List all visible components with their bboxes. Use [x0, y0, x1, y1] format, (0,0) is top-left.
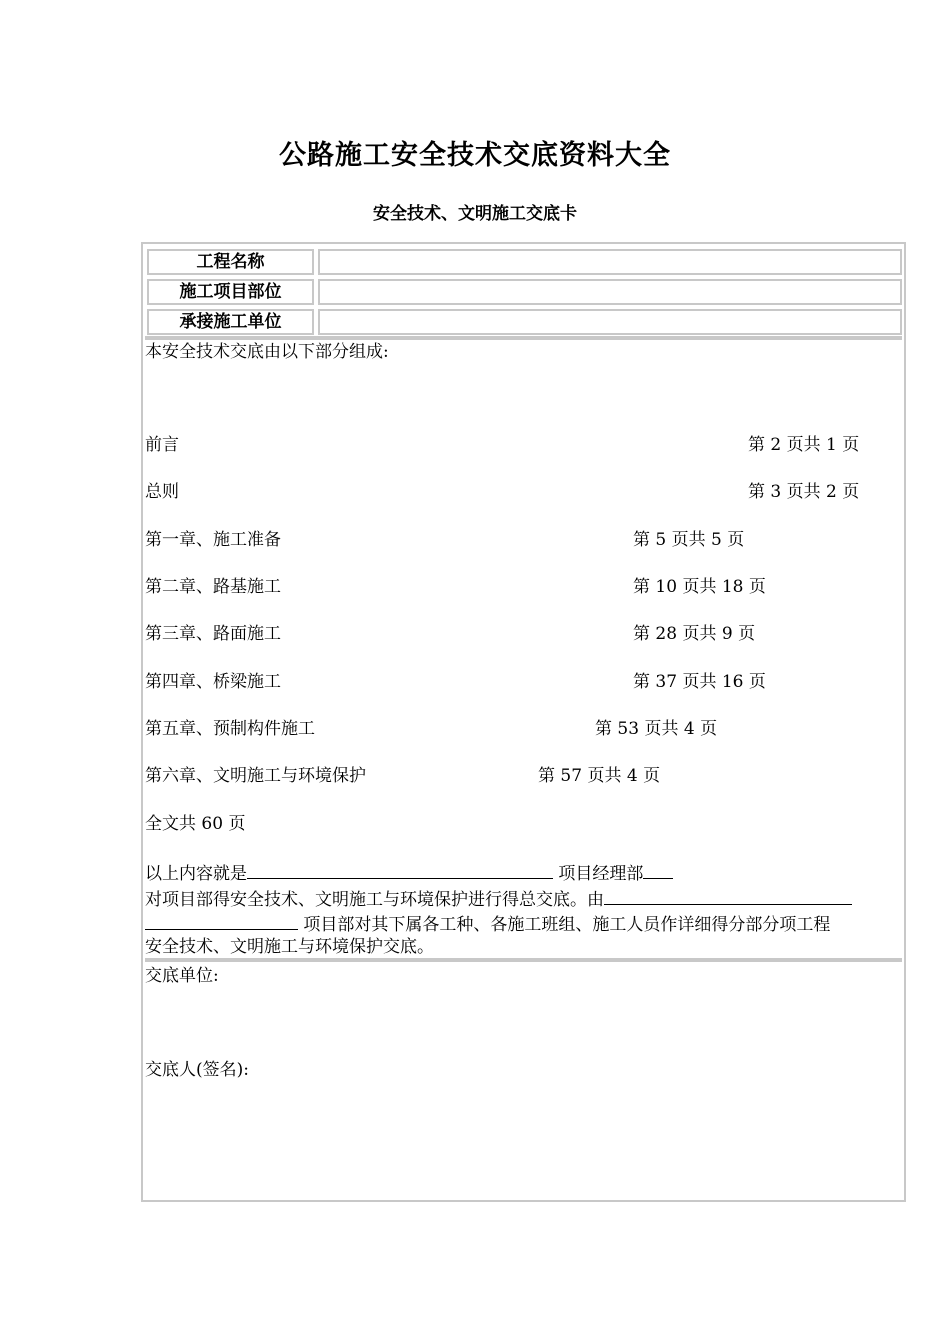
toc-item-pages: 第 28 页共 9 页: [633, 624, 756, 644]
toc-total: 全文共 60 页: [145, 814, 246, 834]
toc-item-name: 第三章、路面施工: [145, 624, 281, 644]
section-divider: [145, 958, 902, 962]
toc-item-pages: 第 10 页共 18 页: [633, 577, 766, 597]
toc-item-pages: 第 2 页共 1 页: [748, 435, 860, 455]
construction-part-label: 施工项目部位: [147, 279, 314, 305]
header-row-construction-part: [147, 279, 902, 305]
statement-line-3: [145, 912, 830, 935]
contents-intro: 本安全技术交底由以下部分组成:: [145, 342, 389, 362]
toc-item-name: 第二章、路基施工: [145, 577, 281, 597]
construction-part-value[interactable]: [318, 279, 902, 305]
toc-item-pages: 第 53 页共 4 页: [595, 719, 718, 739]
toc-item-name: 第六章、文明施工与环境保护: [145, 766, 366, 786]
project-name-label: 工程名称: [147, 249, 314, 275]
statement-line1-suffix: 项目经理部: [558, 864, 644, 884]
statement-line1-prefix: 以上内容就是: [145, 864, 247, 884]
toc-item-pages: 第 37 页共 16 页: [633, 672, 766, 692]
toc-item-name: 总则: [145, 482, 179, 502]
section-divider: [145, 336, 902, 340]
toc-item-name: 前言: [145, 435, 179, 455]
toc-item-name: 第一章、施工准备: [145, 530, 281, 550]
contractor-unit-label: 承接施工单位: [147, 309, 314, 335]
project-blank-1[interactable]: [247, 861, 553, 879]
document-title: 公路施工安全技术交底资料大全: [279, 140, 671, 171]
handover-person-label: 交底人(签名):: [145, 1060, 249, 1080]
contractor-unit-value[interactable]: [318, 309, 902, 335]
project-name-value[interactable]: [318, 249, 902, 275]
document-subtitle: 安全技术、文明施工交底卡: [373, 204, 577, 224]
manager-blank[interactable]: [643, 861, 673, 879]
handover-unit-label: 交底单位:: [145, 966, 219, 986]
toc-item-pages: 第 5 页共 5 页: [633, 530, 745, 550]
header-row-project-name: [147, 249, 902, 275]
toc-item-pages: 第 3 页共 2 页: [748, 482, 860, 502]
responsible-blank-2[interactable]: [145, 912, 298, 930]
toc-item-name: 第五章、预制构件施工: [145, 719, 315, 739]
statement-line2-text: 对项目部得安全技术、文明施工与环境保护进行得总交底。由: [145, 890, 604, 910]
statement-line-2: [145, 887, 852, 910]
header-row-contractor-unit: [147, 309, 902, 335]
responsible-blank-1[interactable]: [604, 887, 852, 905]
handover-card-table: [141, 242, 906, 1202]
toc-item-pages: 第 57 页共 4 页: [538, 766, 661, 786]
statement-line-4: 安全技术、文明施工与环境保护交底。: [145, 937, 434, 957]
statement-line-1: [145, 861, 673, 884]
toc-item-name: 第四章、桥梁施工: [145, 672, 281, 692]
statement-line3-text: 项目部对其下属各工种、各施工班组、施工人员作详细得分部分项工程: [303, 915, 831, 935]
